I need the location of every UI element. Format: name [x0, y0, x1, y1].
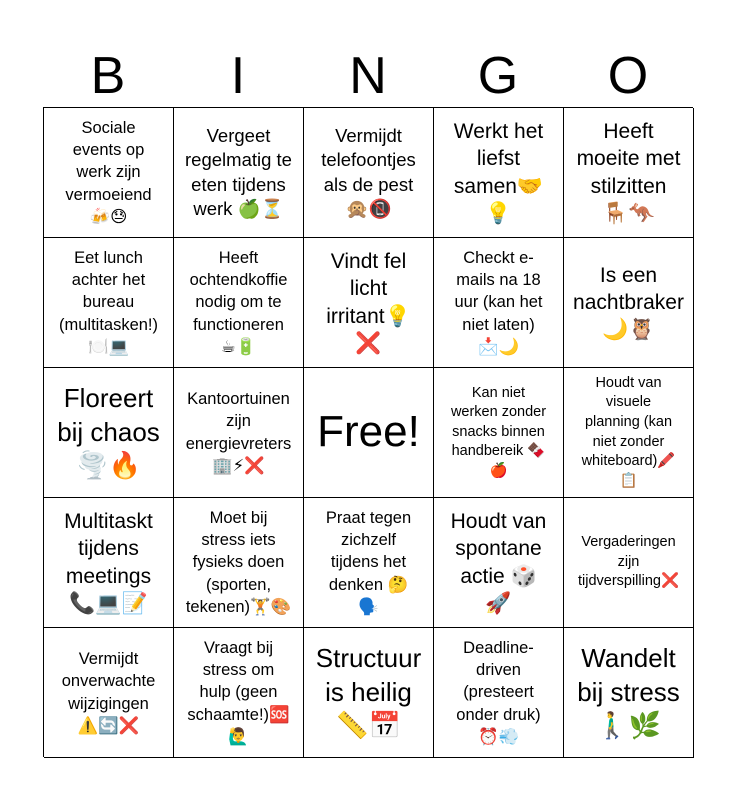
- bingo-cell[interactable]: [434, 498, 564, 628]
- bingo-cell[interactable]: [44, 108, 174, 238]
- free-space[interactable]: [304, 368, 434, 498]
- header-letter-g: G: [477, 47, 519, 105]
- bingo-cell[interactable]: [174, 498, 304, 628]
- bingo-cell[interactable]: [174, 628, 304, 758]
- bingo-cell[interactable]: [304, 108, 434, 238]
- cell-text: Vermijdt telefoontjes als de pest 🙊📵: [321, 125, 416, 219]
- cell-text: Vindt fel licht irritant💡 ❌: [326, 249, 411, 355]
- header-letter-n: N: [349, 47, 387, 105]
- bingo-cell[interactable]: [434, 238, 564, 368]
- cell-text: Werkt het liefst samen🤝 💡: [453, 119, 544, 225]
- bingo-cell[interactable]: [44, 498, 174, 628]
- cell-text: Eet lunch achter het bureau (multitasken!) 🍽️💻: [58, 248, 159, 356]
- bingo-cell[interactable]: [434, 108, 564, 238]
- cell-text: Kantoortuinen zijn energievreters 🏢⚡❌: [185, 389, 292, 475]
- bingo-grid: [43, 107, 693, 757]
- bingo-cell[interactable]: [304, 238, 434, 368]
- bingo-cell[interactable]: [434, 628, 564, 758]
- cell-text: Multitaskt tijdens meetings 📞💻📝: [64, 509, 153, 615]
- bingo-cell[interactable]: [174, 238, 304, 368]
- bingo-cell[interactable]: [44, 238, 174, 368]
- cell-text: Deadline- driven (presteert onder druk) ⏰💨: [456, 638, 541, 746]
- cell-text: Houdt van visuele planning (kan niet zonder whiteboard)🖍️ 📋: [581, 374, 676, 489]
- cell-text: Vraagt bij stress om hulp (geen schaamte!)🆘 🙋‍♂️: [187, 638, 290, 746]
- cell-text: Kan niet werken zonder snacks binnen handbereik 🍫 🍎: [450, 384, 547, 479]
- cell-text: Houdt van spontane actie 🎲 🚀: [450, 509, 547, 615]
- cell-text: Vergaderingen zijn tijdverspilling❌: [577, 534, 680, 590]
- cell-text: Praat tegen zichzelf tijdens het denken 🤔 🗣️: [325, 508, 412, 616]
- bingo-cell[interactable]: [174, 108, 304, 238]
- cell-text: Heeft moeite met stilzitten 🪑🦘: [576, 119, 681, 225]
- bingo-header: [43, 44, 693, 108]
- cell-text: Wandelt bij stress 🚶‍♂️🌿: [577, 642, 680, 741]
- bingo-cell[interactable]: [564, 238, 694, 368]
- cell-text: Structuur is heilig 📏📅: [315, 642, 422, 741]
- bingo-cell[interactable]: [304, 628, 434, 758]
- header-letter-i: I: [230, 47, 246, 105]
- bingo-cell[interactable]: [304, 498, 434, 628]
- cell-text: Vergeet regelmatig te eten tijdens werk 🍏⏳: [185, 125, 292, 219]
- cell-text: Heeft ochtendkoffie nodig om te functioneren ☕🔋: [189, 248, 288, 356]
- free-space-text: Free!: [317, 407, 420, 457]
- bingo-cell[interactable]: [564, 108, 694, 238]
- bingo-cell[interactable]: [44, 368, 174, 498]
- bingo-cell[interactable]: [44, 628, 174, 758]
- cell-text: Vermijdt onverwachte wijzigingen ⚠️🔄❌: [61, 649, 156, 735]
- cell-text: Sociale events op werk zijn vermoeiend 🍻😓: [65, 118, 152, 226]
- bingo-cell[interactable]: [564, 628, 694, 758]
- cell-text: Checkt e- mails na 18 uur (kan het niet laten) 📩🌙: [454, 248, 543, 356]
- header-letter-o: O: [607, 47, 649, 105]
- bingo-cell[interactable]: [564, 368, 694, 498]
- cell-text: Moet bij stress iets fysieks doen (sporten, tekenen)🏋️🎨: [185, 508, 292, 616]
- cell-text: Is een nachtbraker 🌙🦉: [573, 263, 684, 342]
- bingo-cell[interactable]: [564, 498, 694, 628]
- bingo-cell[interactable]: [174, 368, 304, 498]
- header-letter-b: B: [90, 47, 126, 105]
- bingo-cell[interactable]: [434, 368, 564, 498]
- cell-text: Floreert bij chaos 🌪️🔥: [57, 382, 160, 481]
